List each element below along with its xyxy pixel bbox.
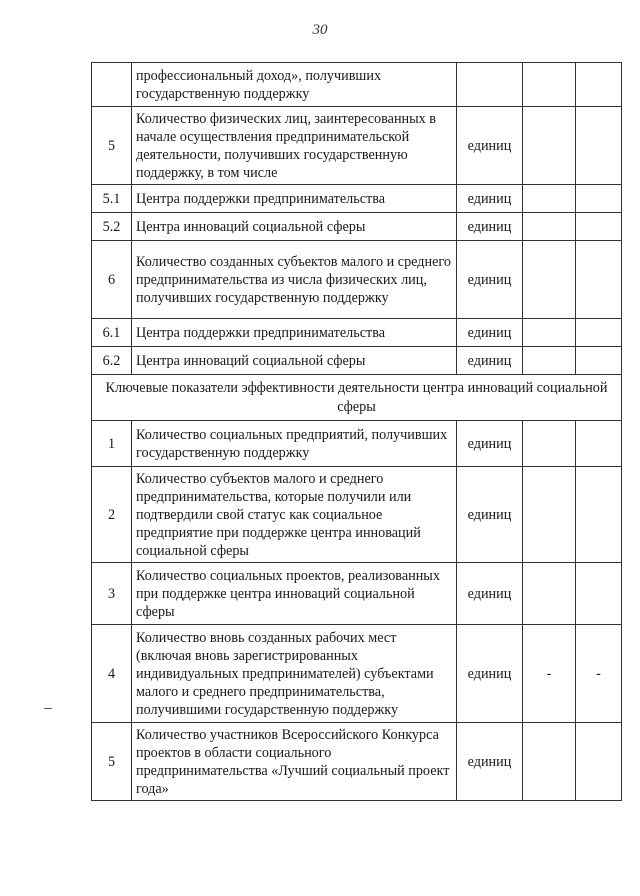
indicators-table — [91, 62, 622, 801]
row-number — [92, 63, 132, 107]
empty-cell — [576, 107, 622, 185]
unit-cell: единиц — [457, 563, 523, 625]
unit-cell: единиц — [457, 107, 523, 185]
unit-cell: единиц — [457, 467, 523, 563]
section-row — [92, 375, 622, 421]
empty-cell — [576, 319, 622, 347]
empty-cell — [523, 467, 576, 563]
empty-cell — [523, 319, 576, 347]
unit-cell: единиц — [457, 319, 523, 347]
row-number: 1 — [92, 421, 132, 467]
row-number: 4 — [92, 625, 132, 723]
section-heading: Ключевые показатели эффективности деятельности центра инноваций социальной сферы — [92, 375, 622, 421]
empty-cell — [523, 241, 576, 319]
empty-cell — [576, 213, 622, 241]
unit-cell: единиц — [457, 625, 523, 723]
table-row — [92, 241, 622, 319]
row-number: 5.1 — [92, 185, 132, 213]
margin-dash — [44, 708, 52, 709]
empty-cell — [523, 213, 576, 241]
empty-cell — [576, 421, 622, 467]
table-row — [92, 421, 622, 467]
table-row — [92, 63, 622, 107]
table-row — [92, 107, 622, 185]
row-number: 5 — [92, 107, 132, 185]
indicator-name: Количество созданных субъектов малого и среднего предпринимательства из числа физических лиц, получивших государственную поддержку — [132, 241, 457, 319]
empty-cell — [576, 63, 622, 107]
empty-cell — [523, 563, 576, 625]
row-number: 3 — [92, 563, 132, 625]
row-number: 5.2 — [92, 213, 132, 241]
empty-cell — [523, 723, 576, 801]
empty-cell — [576, 723, 622, 801]
indicator-name: Центра поддержки предпринимательства — [132, 185, 457, 213]
unit-cell — [457, 63, 523, 107]
unit-cell: единиц — [457, 185, 523, 213]
row-number: 6.2 — [92, 347, 132, 375]
indicator-name: Центра поддержки предпринимательства — [132, 319, 457, 347]
unit-cell: единиц — [457, 213, 523, 241]
table-row — [92, 467, 622, 563]
unit-cell: единиц — [457, 241, 523, 319]
table-row — [92, 213, 622, 241]
empty-cell — [523, 421, 576, 467]
table-row — [92, 347, 622, 375]
empty-cell — [523, 185, 576, 213]
indicator-name: Количество физических лиц, заинтересованных в начале осуществления предпринимательской деятельности, получивших государственную поддержку, в том числе — [132, 107, 457, 185]
indicator-name: профессиональный доход», получивших государственную поддержку — [132, 63, 457, 107]
indicator-name: Количество участников Всероссийского Конкурса проектов в области социального предпринимательства «Лучший социальный проект года» — [132, 723, 457, 801]
row-number: 2 — [92, 467, 132, 563]
empty-cell — [576, 563, 622, 625]
empty-cell — [576, 241, 622, 319]
indicator-name: Центра инноваций социальной сферы — [132, 347, 457, 375]
table-row — [92, 563, 622, 625]
unit-cell: единиц — [457, 723, 523, 801]
empty-cell — [576, 347, 622, 375]
empty-cell — [576, 185, 622, 213]
empty-cell — [576, 467, 622, 563]
table-row — [92, 625, 622, 723]
value-cell: - — [576, 625, 622, 723]
unit-cell: единиц — [457, 347, 523, 375]
indicator-name: Количество вновь созданных рабочих мест (включая вновь зарегистрированных индивидуальных предпринимателей) субъектами малого и среднего предпринимательства, получившими государственную поддержку — [132, 625, 457, 723]
row-number: 6.1 — [92, 319, 132, 347]
table-row — [92, 723, 622, 801]
empty-cell — [523, 347, 576, 375]
table-row — [92, 185, 622, 213]
page-number: 30 — [312, 22, 328, 38]
indicator-name: Центра инноваций социальной сферы — [132, 213, 457, 241]
value-cell: - — [523, 625, 576, 723]
empty-cell — [523, 107, 576, 185]
indicator-name: Количество социальных проектов, реализованных при поддержке центра инноваций социальной сферы — [132, 563, 457, 625]
table-row — [92, 319, 622, 347]
unit-cell: единиц — [457, 421, 523, 467]
empty-cell — [523, 63, 576, 107]
row-number: 6 — [92, 241, 132, 319]
indicator-name: Количество социальных предприятий, получивших государственную поддержку — [132, 421, 457, 467]
indicator-name: Количество субъектов малого и среднего предпринимательства, которые получили или подтвердили свой статус как социальное предприятие при поддержке центра инноваций социальной сферы — [132, 467, 457, 563]
row-number: 5 — [92, 723, 132, 801]
